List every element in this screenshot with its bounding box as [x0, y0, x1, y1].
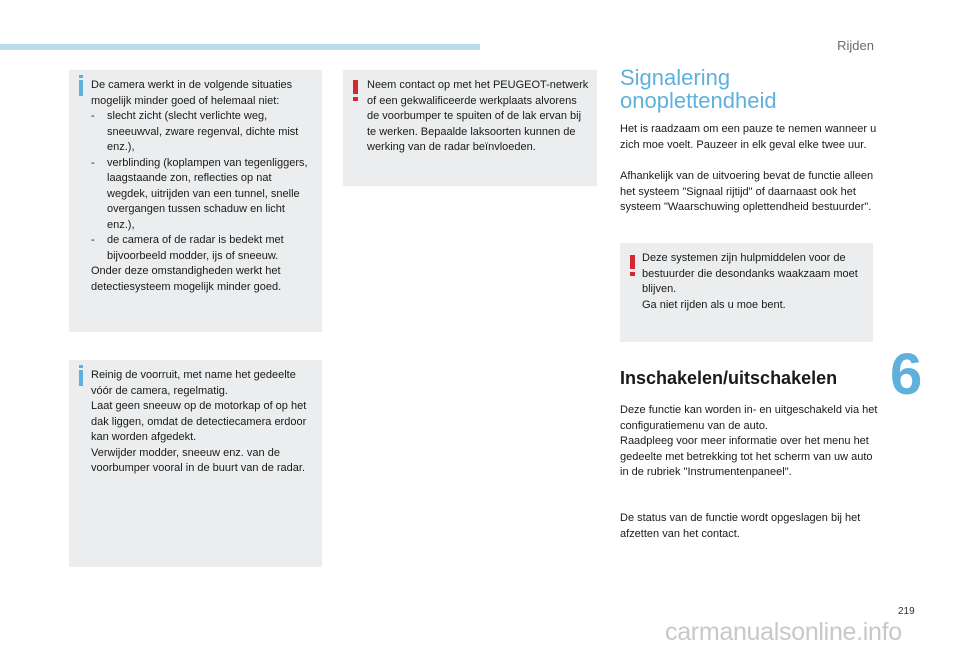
page-title: Signalering onoplettendheid [620, 65, 777, 113]
info-paragraph: Reinig de voorruit, met name het gedeelte vóór de camera, regelmatig. [91, 369, 296, 397]
info-box-camera-limits [69, 70, 322, 332]
info-icon [79, 370, 83, 386]
section-title: Rijden [837, 38, 874, 53]
info-outro: Onder deze omstandigheden werkt het detectiesysteem mogelijk minder goed. [91, 265, 282, 293]
paragraph: De status van de functie wordt opgeslagen bij het afzetten van het contact. [620, 512, 861, 540]
info-icon [79, 80, 83, 96]
info-paragraph: Laat geen sneeuw op de motorkap of op het dak liggen, omdat de detectiecamera erdoor kan worden afgedekt. [91, 400, 307, 443]
chapter-number: 6 [890, 342, 923, 407]
list-item: - verblinding (koplampen van tegenliggers, laagstaande zon, reflecties op nat wegdek, uitrijden van een tunnel, snelle overgangen tussen schaduw en licht enz.), [91, 156, 308, 231]
list-item: - slecht zicht (slecht verlichte weg, sneeuwval, zware regenval, dichte mist enz.), [91, 110, 299, 153]
page-number: 219 [898, 606, 915, 617]
section-heading: Inschakelen/uitschakelen [620, 368, 838, 388]
info-paragraph: Verwijder modder, sneeuw enz. van de voorbumper vooral in de buurt van de radar. [91, 446, 306, 474]
paragraph: Afhankelijk van de uitvoering bevat de functie alleen het systeem "Signaal rijtijd" of daarnaast ook het systeem "Waarschuwing oplettendheid bestuurder". [620, 170, 874, 213]
warning-icon [630, 255, 635, 269]
info-intro: De camera werkt in de volgende situaties mogelijk minder goed of helemaal niet: [91, 79, 293, 107]
paragraph: Deze functie kan worden in- en uitgeschakeld via het configuratiemenu van de auto. [620, 404, 878, 432]
paragraph: Raadpleeg voor meer informatie over het menu het gedeelte met betrekking tot het scherm van uw auto in de rubriek "Instrumentenpaneel". [620, 435, 873, 478]
list-item: - de camera of de radar is bedekt met bijvoorbeeld modder, ijs of sneeuw. [91, 234, 284, 262]
watermark: carmanualsonline.info [665, 618, 902, 646]
warning-text: Deze systemen zijn hulpmiddelen voor de bestuurder die desondanks waakzaam moet blijven. [642, 252, 858, 295]
warning-box-alertness [620, 243, 873, 342]
warning-text: Neem contact op met het PEUGEOT-netwerk of een gekwalificeerde werkplaats alvorens de voorbumper te spuiten of de lak ervan bij te werken. Bepaalde laksoorten kunnen de werking van de radar beïnvloeden. [367, 79, 589, 153]
info-box-cleaning [69, 360, 322, 567]
warning-text: Ga niet rijden als u moe bent. [642, 298, 786, 311]
header-accent-bar [0, 44, 480, 50]
warning-box-bumper [343, 70, 597, 186]
warning-icon [353, 80, 358, 94]
paragraph: Het is raadzaam om een pauze te nemen wanneer u zich moe voelt. Pauzeer in elk geval elke twee uur. [620, 123, 877, 151]
